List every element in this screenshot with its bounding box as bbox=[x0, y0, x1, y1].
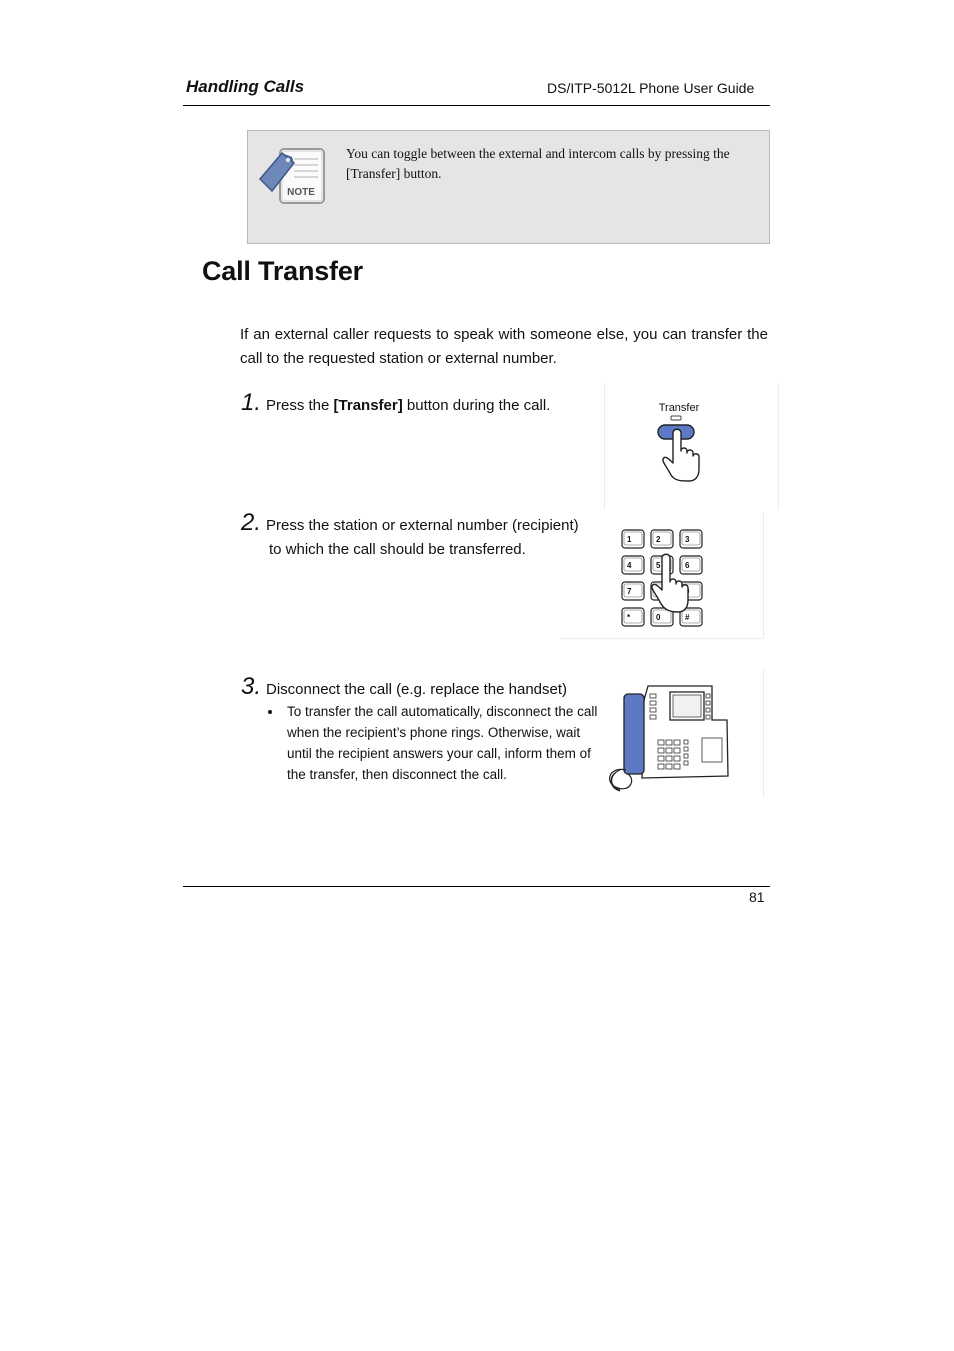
step-2-line-1: Press the station or external number (recipient) bbox=[266, 517, 579, 534]
header-divider bbox=[183, 105, 770, 106]
step-2-number: 2. bbox=[241, 509, 262, 536]
step-3-bullet-text: To transfer the call automatically, disconnect the call when the recipient’s phone rings. Otherwise, wait until the recipient answers your call, inform them of the transfer, then disconnect the call. bbox=[287, 704, 598, 782]
header-section-title: Handling Calls bbox=[186, 77, 305, 96]
step-1-bold: [Transfer] bbox=[333, 397, 403, 414]
keypad-key-label: 3 bbox=[685, 535, 690, 544]
step-3-bullets bbox=[268, 701, 598, 785]
bullet-dot bbox=[268, 710, 272, 714]
keypad-key-3 bbox=[680, 530, 702, 548]
step-1-text-before: Press the bbox=[266, 397, 334, 414]
note-icon-label: NOTE bbox=[287, 187, 315, 198]
keypad-key-7 bbox=[622, 582, 644, 600]
keypad-svg bbox=[560, 512, 763, 638]
transfer-button-figure bbox=[604, 383, 779, 510]
step-2-line-2: to which the call should be transferred. bbox=[269, 541, 526, 558]
keypad-key-label: 2 bbox=[656, 535, 661, 544]
keypad-key-label: 1 bbox=[627, 535, 632, 544]
keypad-key-label: 0 bbox=[656, 613, 661, 622]
step-3-bullet bbox=[268, 701, 598, 785]
keypad-key-label: # bbox=[685, 613, 690, 622]
keypad-figure bbox=[560, 512, 764, 639]
step-1-number: 1. bbox=[241, 389, 262, 416]
keypad-key-label: 4 bbox=[627, 561, 632, 570]
note-text: You can toggle between the external and intercom calls by pressing the [Transfer] button. bbox=[346, 146, 730, 181]
step-3-number: 3. bbox=[241, 673, 262, 700]
note-icon bbox=[258, 145, 328, 207]
note-box bbox=[247, 130, 770, 244]
keypad-key-4 bbox=[622, 556, 644, 574]
keypad-key-1 bbox=[622, 530, 644, 548]
intro-paragraph: If an external caller requests to speak with someone else, you can transfer the call to the requested station or external number. bbox=[240, 326, 768, 367]
page-number: 81 bbox=[749, 889, 765, 905]
step-1-text-after: button during the call. bbox=[402, 397, 551, 414]
keypad-key-label: 5 bbox=[656, 561, 661, 570]
footer-divider bbox=[183, 886, 770, 887]
step-1-text bbox=[266, 394, 550, 418]
desk-phone-figure bbox=[590, 670, 764, 798]
keypad-key-label: 7 bbox=[627, 587, 632, 596]
page-title: Call Transfer bbox=[202, 256, 363, 286]
keypad-key-label: * bbox=[627, 613, 631, 622]
keypad-key-star bbox=[622, 608, 644, 626]
keypad-key-label: 6 bbox=[685, 561, 690, 570]
header-guide-title: DS/ITP-5012L Phone User Guide bbox=[547, 80, 755, 96]
desk-phone-icon bbox=[590, 670, 763, 798]
step-3-text: Disconnect the call (e.g. replace the handset) bbox=[266, 681, 568, 698]
keypad-key-2 bbox=[651, 530, 673, 548]
transfer-figure-label: Transfer bbox=[658, 402, 700, 414]
keypad-key-6 bbox=[680, 556, 702, 574]
